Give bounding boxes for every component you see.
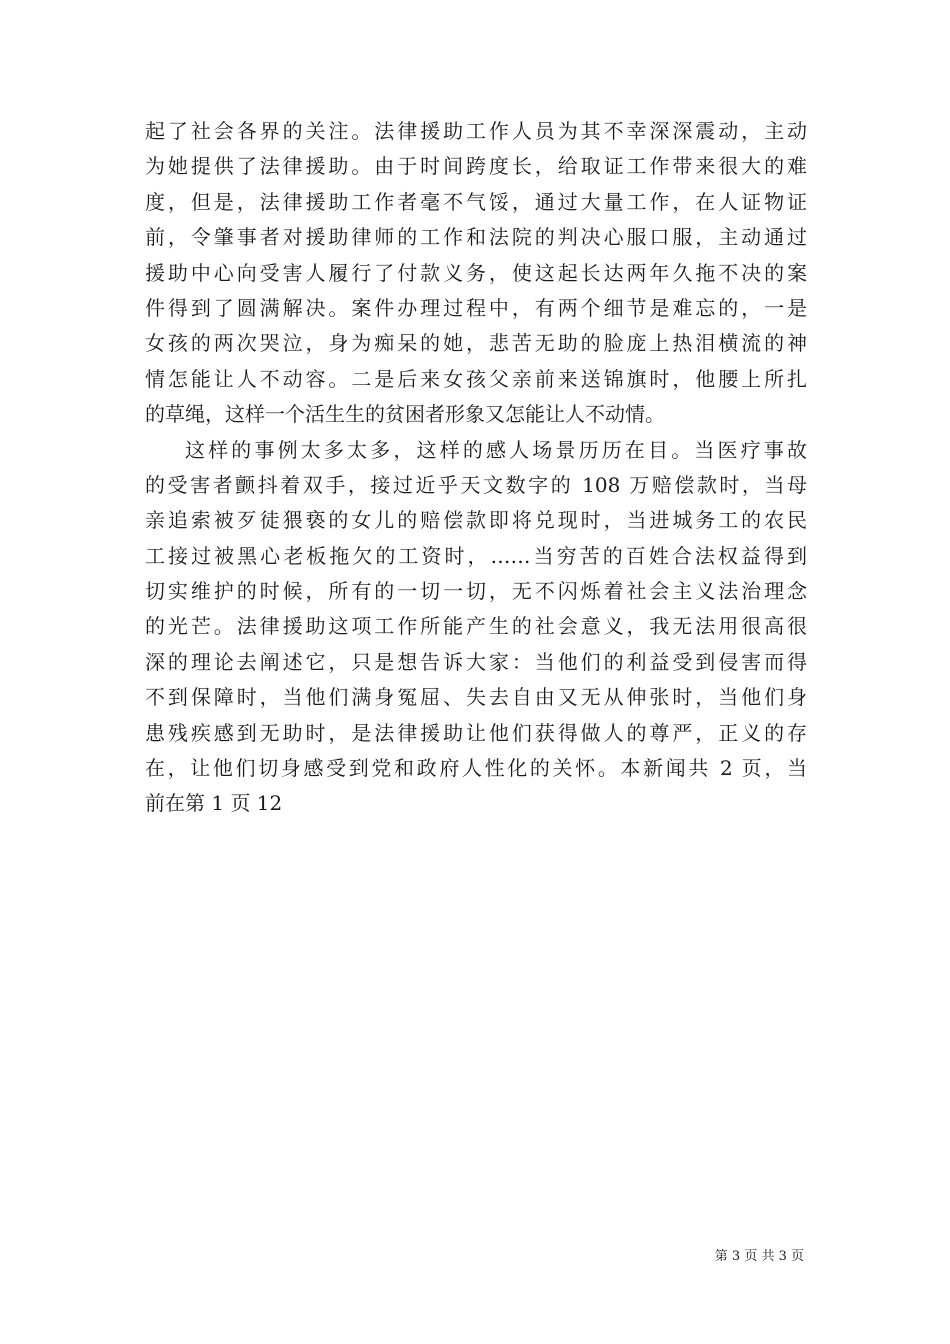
paragraph: [145, 114, 807, 433]
text-line: 不到保障时，当他们满身冤屈、失去自由又无从伸张时，当他们身: [145, 685, 807, 710]
text-line: 件得到了圆满解决。案件办理过程中，有两个细节是难忘的，一是: [145, 295, 807, 320]
text-line: 起了社会各界的关注。法律援助工作人员为其不幸深深震动，主动: [145, 119, 807, 143]
text-line: 女孩的两次哭泣，身为痴呆的她，悲苦无助的脸庞上热泪横流的神: [145, 331, 807, 356]
text-line: 援助中心向受害人履行了付款义务，使这起长达两年久拖不决的案: [145, 260, 807, 285]
text-line: 切实维护的时候，所有的一切一切，无不闪烁着社会主义法治理念: [145, 579, 807, 604]
article-body: [145, 114, 807, 822]
text-line: 亲追索被歹徒猥亵的女儿的赔偿款即将兑现时，当进城务工的农民: [145, 508, 807, 533]
text-line: 在，让他们切身感受到党和政府人性化的关怀。本新闻共 2 页，当: [145, 756, 807, 781]
text-line: 工接过被黑心老板拖欠的工资时，……当穷苦的百姓合法权益得到: [145, 543, 807, 568]
text-line: 情怎能让人不动容。二是后来女孩父亲前来送锦旗时，他腰上所扎: [145, 366, 807, 391]
text-line: 的草绳，这样一个活生生的贫困者形象又怎能让人不动情。: [145, 402, 665, 427]
paragraph: [145, 433, 807, 822]
text-line: 为她提供了法律援助。由于时间跨度长，给取证工作带来很大的难: [145, 154, 807, 179]
text-line: 深的理论去阐述它，只是想告诉大家：当他们的利益受到侵害而得: [145, 649, 807, 674]
text-line: 患残疾感到无助时，是法律援助让他们获得做人的尊严，正义的存: [145, 720, 807, 745]
text-line: 度，但是，法律援助工作者毫不气馁，通过大量工作，在人证物证: [145, 189, 807, 214]
text-line: 前，令肇事者对援助律师的工作和法院的判决心服口服，主动通过: [145, 225, 807, 250]
page-footer: 第 3 页 共 3 页: [714, 1249, 804, 1264]
text-line: 的受害者颤抖着双手，接过近乎天文数字的 108 万赔偿款时，当母: [145, 472, 807, 497]
text-line: 的光芒。法律援助这项工作所能产生的社会意义，我无法用很高很: [145, 614, 807, 639]
text-line: 这样的事例太多太多，这样的感人场景历历在目。当医疗事故: [185, 437, 807, 462]
text-line: 前在第 1 页 12: [145, 791, 283, 816]
